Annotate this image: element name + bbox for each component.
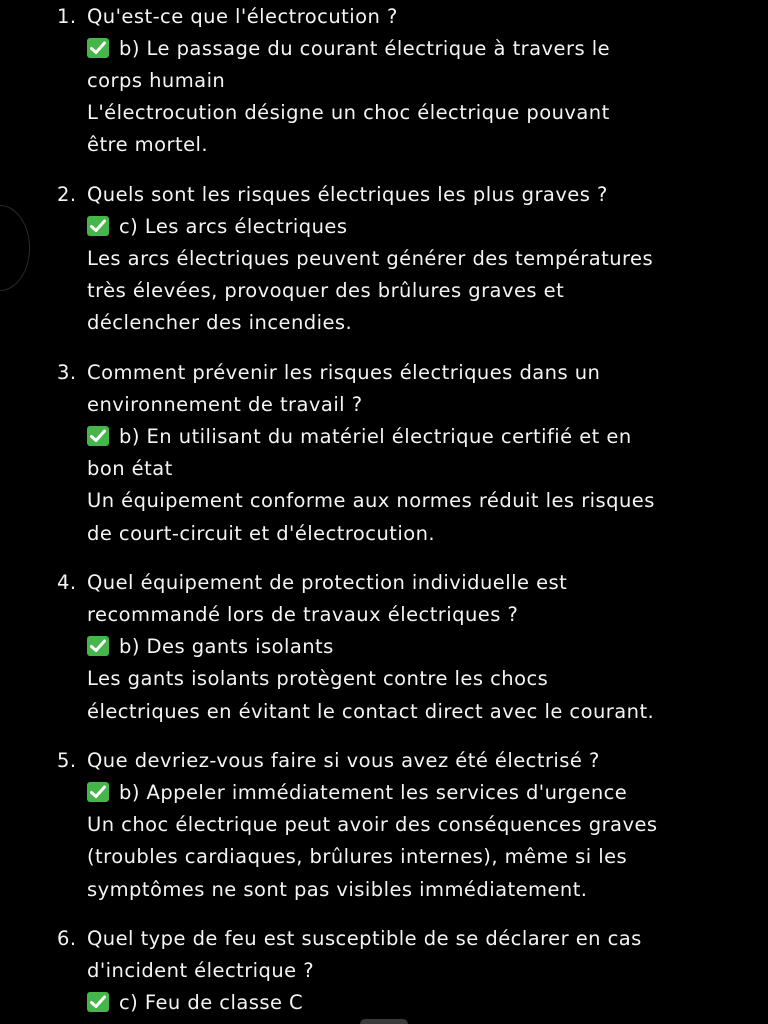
explanation-text: Les arcs électriques peuvent générer des températures xyxy=(87,246,654,270)
question-text: Quel type de feu est susceptible de se déclarer en cas xyxy=(87,926,642,950)
home-indicator[interactable] xyxy=(360,1019,408,1024)
check-mark-button-icon xyxy=(87,216,109,236)
answer-text: c) Feu de classe C xyxy=(119,991,304,1015)
answer-text: b) En utilisant du matériel électrique certifié et en xyxy=(119,424,632,448)
question-line xyxy=(57,357,600,389)
question-line xyxy=(57,745,600,777)
answer-line xyxy=(87,211,347,243)
explanation-text: L'électrocution désigne un choc électrique pouvant xyxy=(87,101,610,125)
explanation-text: (troubles cardiaques, brûlures internes), même si les xyxy=(87,845,628,869)
question-number: 5. xyxy=(57,748,77,772)
check-mark-button-icon xyxy=(87,38,109,58)
explanation-text: de court-circuit et d'électrocution. xyxy=(87,521,436,545)
answer-line xyxy=(87,777,627,809)
side-swipe-handle[interactable] xyxy=(0,205,30,291)
answer-line xyxy=(87,421,632,453)
answer-line xyxy=(87,33,610,65)
answer-line xyxy=(87,987,303,1019)
answer-line xyxy=(87,631,334,663)
explanation-text: très élevées, provoquer des brûlures graves et xyxy=(87,279,565,303)
explanation-text: Les gants isolants protègent contre les chocs xyxy=(87,667,549,691)
check-mark-button-icon xyxy=(87,992,109,1012)
question-text: Quels sont les risques électriques les plus graves ? xyxy=(87,182,608,206)
explanation-text: Un équipement conforme aux normes réduit les risques xyxy=(87,489,655,513)
question-line xyxy=(87,389,363,421)
explanation-text: symptômes ne sont pas visibles immédiatement. xyxy=(87,877,588,901)
question-line xyxy=(57,923,642,955)
question-text: recommandé lors de travaux électriques ? xyxy=(87,602,519,626)
answer-text: bon état xyxy=(87,457,173,481)
question-number: 3. xyxy=(57,360,77,384)
question-line xyxy=(57,567,567,599)
check-mark-button-icon xyxy=(87,782,109,802)
check-mark-button-icon xyxy=(87,426,109,446)
question-text: Quel équipement de protection individuelle est xyxy=(87,570,568,594)
question-number: 6. xyxy=(57,926,77,950)
question-text: Qu'est-ce que l'électrocution ? xyxy=(87,4,398,28)
answer-line xyxy=(87,65,225,97)
question-number: 1. xyxy=(57,4,77,28)
question-number: 4. xyxy=(57,570,77,594)
question-text: d'incident électrique ? xyxy=(87,958,315,982)
explanation-text: Un choc électrique peut avoir des conséquences graves xyxy=(87,813,658,837)
answer-text: corps humain xyxy=(87,68,226,92)
question-line xyxy=(87,599,518,631)
check-mark-button-icon xyxy=(87,636,109,656)
question-text: environnement de travail ? xyxy=(87,392,363,416)
answer-text: c) Les arcs électriques xyxy=(119,214,348,238)
answer-text: b) Appeler immédiatement les services d'urgence xyxy=(119,780,628,804)
answer-text: b) Le passage du courant électrique à travers le xyxy=(119,36,611,60)
question-text: Comment prévenir les risques électriques dans un xyxy=(87,360,601,384)
question-line xyxy=(87,955,314,987)
answer-line xyxy=(87,453,173,485)
question-line xyxy=(57,179,608,211)
question-line xyxy=(57,1,398,33)
answer-text: b) Des gants isolants xyxy=(119,635,334,659)
question-text: Que devriez-vous faire si vous avez été électrisé ? xyxy=(87,748,600,772)
explanation-text: électriques en évitant le contact direct avec le courant. xyxy=(87,699,655,723)
explanation-text: déclencher des incendies. xyxy=(87,311,353,335)
question-number: 2. xyxy=(57,182,77,206)
explanation-text: être mortel. xyxy=(87,133,209,157)
